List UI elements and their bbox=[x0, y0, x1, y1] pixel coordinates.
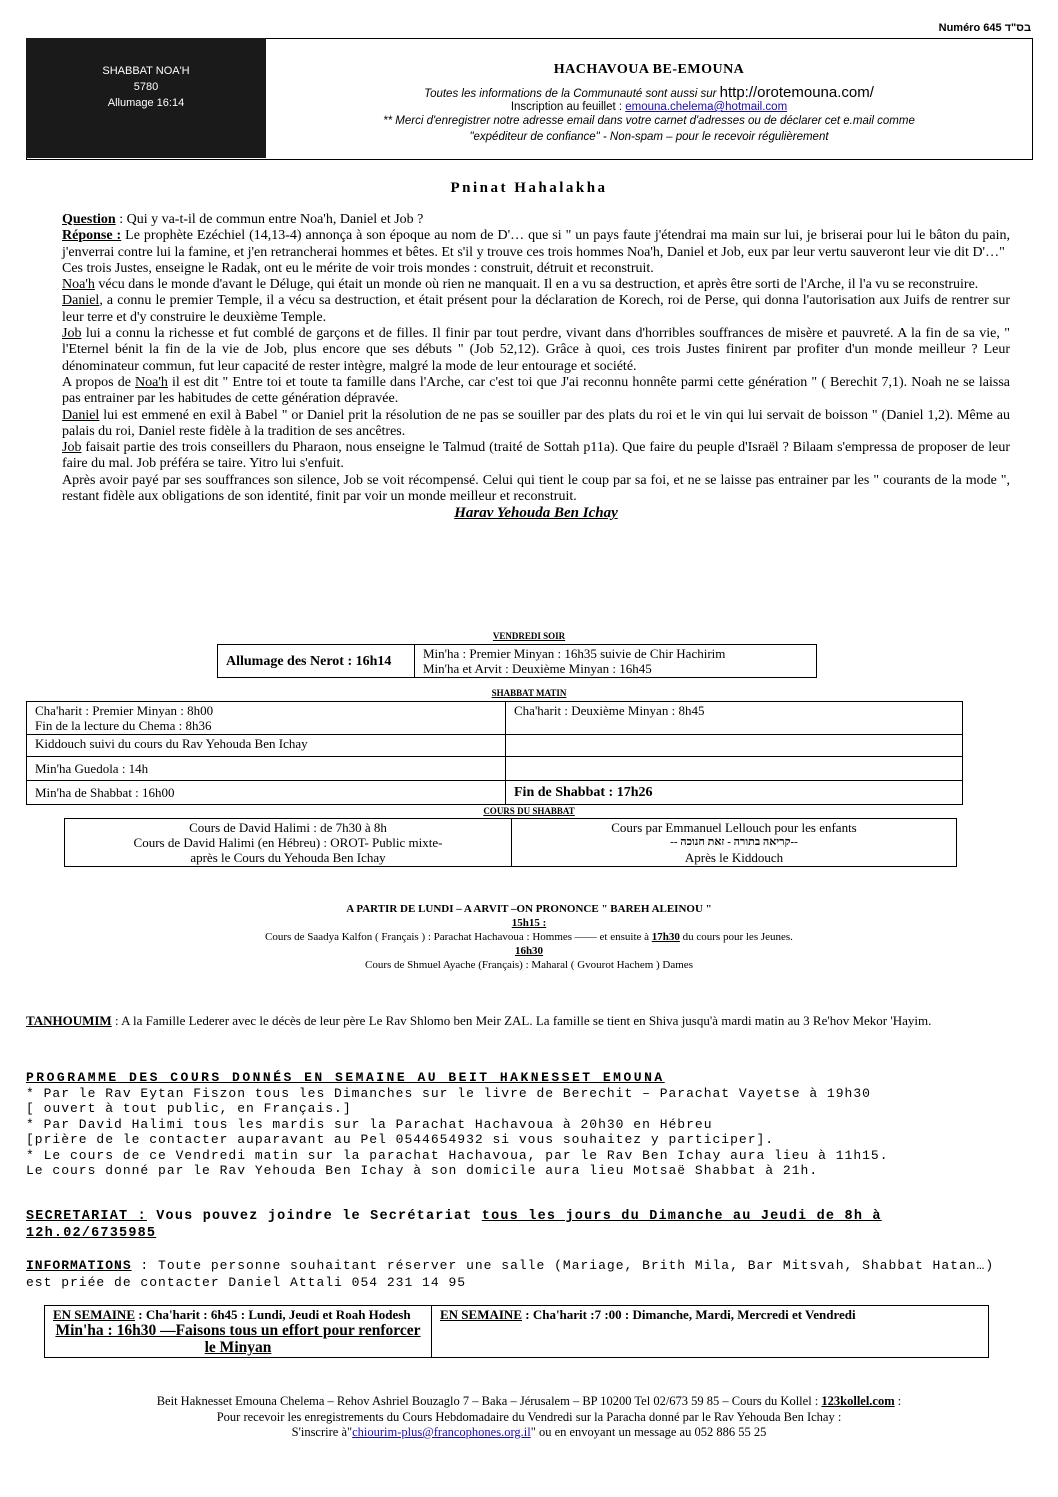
website-link[interactable]: http://orotemouna.com/ bbox=[719, 84, 874, 101]
article-title: Pninat Hahalakha bbox=[450, 180, 608, 196]
informations-label: INFORMATIONS bbox=[26, 1258, 132, 1273]
weekday-shacharit-right: : Cha'harit :7 :00 : Dimanche, Mardi, Mercredi et Vendredi bbox=[522, 1307, 856, 1322]
job-label: Job bbox=[62, 326, 82, 342]
weekday-shacharit-left: : Cha'harit : 6h45 : Lundi, Jeudi et Roah Hodesh bbox=[135, 1307, 411, 1322]
weekday-label-2: EN SEMAINE bbox=[440, 1307, 522, 1322]
footer-message: " ou en envoyant un message au 052 886 55 25 bbox=[530, 1425, 767, 1439]
friday-schedule-table bbox=[217, 644, 817, 678]
email-note-line1: ** Merci d'enregistrer notre adresse email dans votre carnet d'adresses ou de déclarer cet e.mail comme bbox=[383, 115, 915, 127]
time-1630: 16h30 bbox=[514, 945, 544, 957]
shabbat-morning-caption: SHABBAT MATIN bbox=[491, 688, 567, 698]
daniel-label: Daniel bbox=[62, 293, 100, 309]
program-line-2: [ ouvert à tout public, en Français.] bbox=[26, 1101, 352, 1116]
subscription-email-link[interactable]: emouna.chelema@hotmail.com bbox=[625, 101, 788, 113]
weekday-notice bbox=[0, 902, 1058, 972]
mincha-shabbat-cell: Min'ha de Shabbat : 16h00 bbox=[27, 781, 506, 805]
course-after-kiddouch: Après le Kiddouch bbox=[684, 850, 784, 865]
friday-minyan-2: Min'ha et Arvit : Deuxième Minyan : 16h45 bbox=[423, 661, 652, 676]
course-halimi-1: Cours de David Halimi : de 7h30 à 8h bbox=[189, 820, 387, 835]
kollel-link[interactable]: 123kollel.com bbox=[821, 1394, 895, 1408]
candle-lighting-cell: Allumage des Nerot : 16h14 bbox=[218, 645, 415, 678]
shabbat-schedule-table bbox=[26, 701, 963, 805]
program-line-6: Le cours donné par le Rav Yehouda Ben Ichay à son domicile aura lieu Motsaë Shabbat à 21h. bbox=[26, 1163, 819, 1178]
hebrew-year: 5780 bbox=[133, 81, 159, 93]
friday-minyan-1: Min'ha : Premier Minyan : 16h35 suivie de Chir Hachirim bbox=[423, 646, 726, 661]
condolences-label: TANHOUMIM bbox=[26, 1013, 112, 1028]
daniel-label-2: Daniel bbox=[62, 407, 100, 423]
mincha-guedola-cell: Min'ha Guedola : 14h bbox=[27, 757, 506, 781]
bareh-aleinou-notice: A PARTIR DE LUNDI – A ARVIT –ON PRONONCE " BAREH ALEINOU " bbox=[346, 903, 712, 915]
weekday-program bbox=[26, 1070, 1026, 1179]
kiddouch-cell: Kiddouch suivi du cours du Rav Yehouda Ben Ichay bbox=[27, 735, 506, 757]
informations-text: : Toute personne souhaitant réserver une salle (Mariage, Brith Mila, Bar Mitsvah, Shabbat Hatan…) est priée de contacter Daniel Attali 054 231 14 95 bbox=[26, 1258, 995, 1290]
secretariat-text: Vous pouvez joindre le Secrétariat bbox=[146, 1209, 482, 1224]
course-ayache: Cours de Shmuel Ayache (Français) : Maharal ( Gvourot Hachem ) Dames bbox=[365, 959, 693, 971]
footer-colon: : bbox=[894, 1394, 902, 1408]
weekday-mincha: Min'ha : 16h30 —Faisons tous un effort pour renforcer le Minyan bbox=[55, 1322, 421, 1356]
footer-address: Beit Haknesset Emouna Chelema – Rehov Ashriel Bouzaglo 7 – Baka – Jérusalem – BP 10200 Tel 02/673 59 85 – Cours du Kollel : bbox=[156, 1394, 822, 1408]
shabbat-courses-table bbox=[64, 818, 957, 867]
shabbat-title: SHABBAT NOA'H bbox=[102, 65, 190, 77]
program-line-4: [prière de le contacter auparavant au Pel 0544654932 si vous souhaitez y participer]. bbox=[26, 1132, 775, 1147]
program-title: PROGRAMME DES COURS DONNÉS EN SEMAINE AU BEIT HAKNESSET EMOUNA bbox=[26, 1070, 665, 1085]
question-text: : Qui y va-t-il de commun entre Noa'h, Daniel et Job ? bbox=[115, 212, 424, 227]
noah-label-2: Noa'h bbox=[135, 374, 168, 390]
paragraph-conclusion: Après avoir payé par ses souffrances son silence, Job se voit récompensé. Celui qui tient le coup par sa foi, et ne se laisse pas entrainer par les " courants de la mode ", restant fidèle aux obligations de son identité, finit par voir un monde meilleur et reconstruit. bbox=[62, 472, 1010, 505]
secretariat-hours: tous les jours du Dimanche au Jeudi de 8h à 12h.02/6735985 bbox=[26, 1209, 882, 1241]
end-chema: Fin de la lecture du Chema : 8h36 bbox=[35, 718, 212, 733]
job-label-2: Job bbox=[62, 440, 82, 456]
time-1730: 17h30 bbox=[651, 931, 680, 943]
program-line-5: * Le cours de ce Vendredi matin sur la parachat Hachavoua, par le Rav Ben Ichay aura lieu à 11h15. bbox=[26, 1147, 889, 1163]
secretariat-label: SECRETARIAT : bbox=[26, 1209, 147, 1224]
course-halimi-3: après le Cours du Yehouda Ben Ichay bbox=[190, 850, 386, 865]
email-note-line2: "expéditeur de confiance" - Non-spam – pour le recevoir régulièrement bbox=[469, 131, 829, 143]
noah-label: Noa'h bbox=[62, 277, 95, 293]
chiourim-email-link[interactable]: chiourim-plus@francophones.org.il bbox=[352, 1425, 531, 1439]
program-line-3: * Par David Halimi tous les mardis sur la Parachat Hachavoua à 20h30 en Hébreu bbox=[26, 1116, 713, 1132]
weekday-label: EN SEMAINE bbox=[53, 1307, 135, 1322]
answer-label: Réponse : bbox=[62, 228, 122, 244]
weekday-prayers-table bbox=[44, 1305, 989, 1358]
friday-evening-caption: VENDREDI SOIR bbox=[492, 631, 566, 641]
footer-subscribe: S'inscrire à" bbox=[291, 1425, 353, 1439]
secretariat bbox=[26, 1208, 1016, 1242]
paragraph-radak: Ces trois Justes, enseigne le Radak, ont eu le mérite de voir trois mondes : construit, détruit et reconstruit. bbox=[62, 260, 654, 276]
paragraph-noah2-start: A propos de bbox=[62, 374, 136, 390]
empty-cell bbox=[506, 757, 963, 781]
footer-recordings: Pour recevoir les enregistrements du Cours Hebdomadaire du Vendredi sur la Paracha donné par le Rav Yehouda Ben Ichay : bbox=[216, 1409, 842, 1424]
time-1515: 15h15 : bbox=[511, 917, 547, 929]
article-body bbox=[62, 212, 1010, 522]
course-hebrew-line: -- קריאה בתורה - זאת חנוכה-- bbox=[670, 836, 798, 848]
paragraph-job2: faisait partie des trois conseillers du Pharaon, nous enseigne le Talmud (traité de Sottah p11a). Que faire du peuple d'Israël ? Bilaam s'empressa de proposer de leur faire du mal. Job préféra se taire. Yitro lui s'enfuit. bbox=[62, 440, 1010, 472]
header-date-panel bbox=[26, 38, 266, 158]
shacharit-minyan-1: Cha'harit : Premier Minyan : 8h00 bbox=[35, 703, 214, 718]
header-info bbox=[267, 38, 1031, 158]
subscription-label: Inscription au feuillet : bbox=[510, 101, 623, 113]
answer-text: Le prophète Ezéchiel (14,13-4) annonça à son époque au nom de D'… que si " un pays faute j'étendrai ma main sur lui, je briserai pour lui le bâton du pain, j'enverrai contre lui la famine, et j'en retrancherai hommes et bêtes. Et s'il y trouve ces trois hommes Noa'h, Daniel et Job, eux par leur vertu sauveront leur vie dit D'…" bbox=[62, 228, 1010, 260]
paragraph-noah2: il est dit " Entre toi et toute ta famille dans l'Arche, car c'est toi que J'ai reconnu honnête parmi cette génération " ( Berechit 7,1). Noah ne se laissa pas entrainer par les habitudes de cette génération dépravée. bbox=[62, 374, 1010, 407]
paragraph-job: lui a connu la richesse et fut comblé de garçons et de filles. Il finir par tout perdre, vivant dans d'horribles souffrances de misère et pauvreté. A la fin de sa vie, " l'Eternel bénit la fin de la vie de Job, plus encore que ses débuts " (Job 52,12). Grâce à quoi, ces trois Justes finirent par profiter d'un monde meilleur ? Leur dénominateur commun, fut leur capacité de rester intègre, malgré la mode de leur entourage et société. bbox=[62, 326, 1010, 374]
course-kalfon: Cours de Saadya Kalfon ( Français ) : Parachat Hachavoua : Hommes —— et ensuite à bbox=[265, 931, 652, 943]
course-children: Cours par Emmanuel Lellouch pour les enfants bbox=[611, 820, 857, 835]
paragraph-noah: vécu dans le monde d'avant le Déluge, qui était un monde où rien ne manquait. Il en a vu sa destruction, et après être sorti de l'Arche, il l'a vu se reconstruire. bbox=[94, 277, 979, 293]
paragraph-daniel2: lui est emmené en exil à Babel " or Daniel prit la résolution de ne pas se souiller par des plats du roi et le vin qui lui servait de boisson " (Daniel 1,2). Même au palais du roi, Daniel reste fidèle à la tradition de ses ancêtres. bbox=[62, 407, 1010, 439]
info-line: Toutes les informations de la Communauté sont aussi sur bbox=[424, 88, 717, 100]
article-author: Harav Yehouda Ben Ichay bbox=[454, 505, 618, 522]
shacharit-minyan-2: Cha'harit : Deuxième Minyan : 8h45 bbox=[506, 702, 963, 735]
issue-number: Numéro 645 בס"ד bbox=[938, 22, 1031, 34]
condolences bbox=[26, 1012, 936, 1030]
footer bbox=[0, 1394, 1058, 1441]
question-label: Question bbox=[62, 212, 116, 227]
end-shabbat-cell: Fin de Shabbat : 17h26 bbox=[506, 781, 963, 805]
course-halimi-2: Cours de David Halimi (en Hébreu) : OROT- Public mixte- bbox=[133, 835, 443, 850]
newsletter-title: HACHAVOUA BE-EMOUNA bbox=[553, 62, 745, 77]
program-line-1: * Par le Rav Eytan Fiszon tous les Dimanches sur le livre de Berechit – Parachat Vayetse à 19h30 bbox=[26, 1085, 871, 1101]
candle-lighting: Allumage 16:14 bbox=[107, 97, 185, 109]
informations bbox=[26, 1257, 1016, 1291]
shabbat-courses-caption: COURS DU SHABBAT bbox=[483, 806, 575, 816]
empty-cell bbox=[506, 735, 963, 757]
condolences-text: : A la Famille Lederer avec le décès de leur père Le Rav Shlomo ben Meir ZAL. La famille se tient en Shiva jusqu'à mardi matin au 3 Re'hov Mekor 'Hayim. bbox=[111, 1013, 932, 1028]
paragraph-daniel: , a connu le premier Temple, il a vécu sa destruction, et était présent pour la déclaration de Korech, roi de Perse, qui donna l'autorisation aux Juifs de rentrer sur leur terre et d'y construire le deuxième Temple. bbox=[62, 293, 1010, 325]
course-youth: du cours pour les Jeunes. bbox=[679, 931, 793, 943]
